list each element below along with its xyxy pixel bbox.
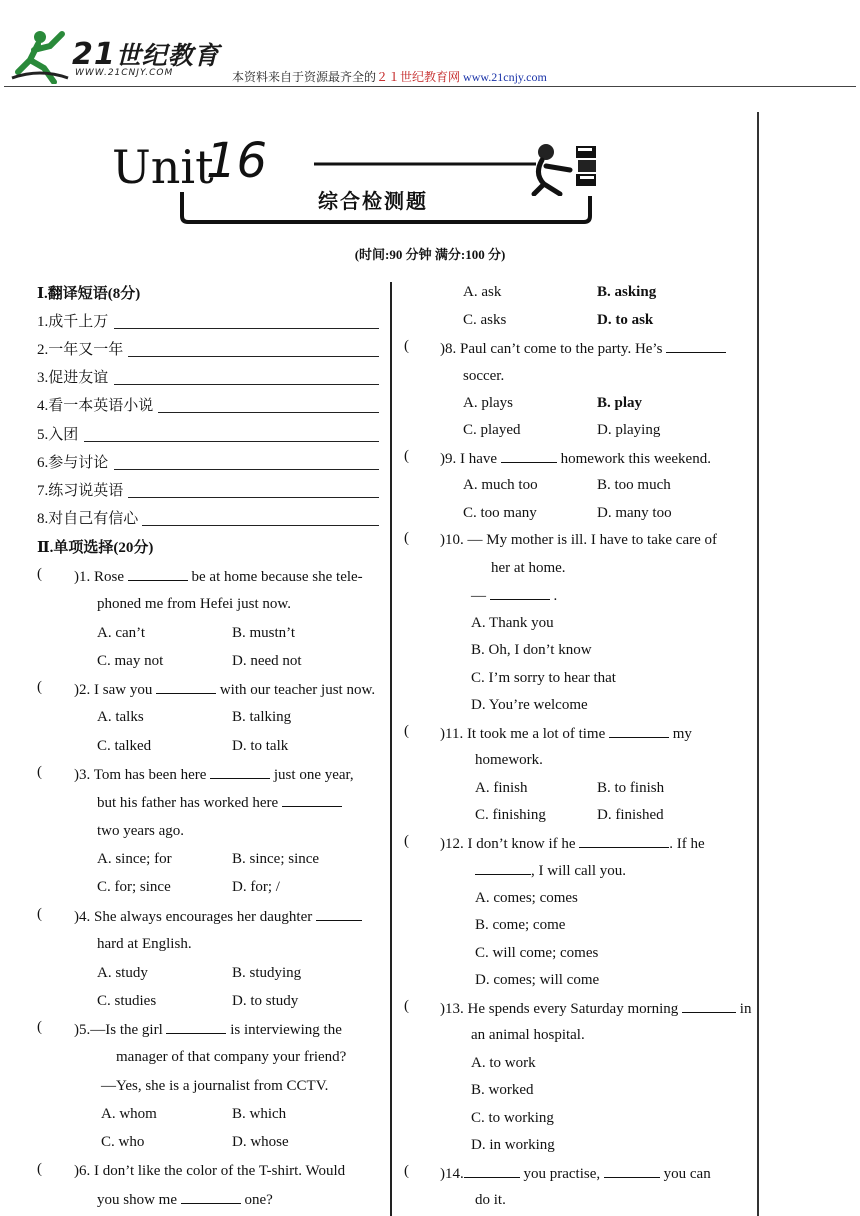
phrase-item: 8.对自己有信心: [37, 511, 139, 527]
option-b[interactable]: B. which: [232, 1106, 287, 1122]
question-5: )5.—Is the girl is interviewing the: [74, 1019, 342, 1040]
option-d[interactable]: D. finished: [597, 807, 664, 823]
answer-paren[interactable]: (: [37, 679, 42, 695]
option-d[interactable]: D. to study: [232, 993, 299, 1009]
question-12: )12. I don’t know if he . If he: [440, 833, 705, 854]
question-10-cont: her at home.: [491, 560, 566, 576]
answer-line[interactable]: [84, 441, 379, 442]
header-rule: [4, 86, 856, 87]
option-b[interactable]: B. Oh, I don’t know: [471, 642, 592, 658]
question-13-cont: an animal hospital.: [471, 1027, 585, 1043]
question-2: )2. I saw you with our teacher just now.: [74, 679, 375, 700]
logo-brand-number: 21: [72, 37, 116, 72]
question-6: )6. I don’t like the color of the T-shirt. Would: [74, 1163, 346, 1179]
option-a[interactable]: A. finish: [475, 780, 528, 796]
question-9: )9. I have homework this weekend.: [440, 448, 711, 469]
question-11: )11. It took me a lot of time my: [440, 723, 692, 744]
option-b[interactable]: B. asking: [597, 284, 657, 300]
banner-figure-icon: [520, 140, 606, 201]
phrase-item: 5.入团: [37, 427, 79, 443]
option-b[interactable]: B. play: [597, 395, 643, 411]
option-d[interactable]: D. many too: [597, 505, 672, 521]
option-a[interactable]: A. talks: [97, 709, 144, 725]
question-1: )1. Rose be at home because she tele-: [74, 566, 363, 587]
header-note-brand[interactable]: ２１世纪教育网: [376, 70, 461, 84]
option-b[interactable]: B. to finish: [597, 780, 665, 796]
logo-url: WWW.21CNJY.COM: [75, 68, 174, 78]
option-d[interactable]: D. You’re welcome: [471, 697, 588, 713]
answer-paren[interactable]: (: [404, 998, 409, 1014]
answer-paren[interactable]: (: [37, 764, 42, 780]
section1-heading: Ⅰ.翻译短语(8分): [37, 286, 141, 302]
question-3-cont: but his father has worked here: [97, 792, 342, 813]
option-c[interactable]: C. who: [101, 1134, 145, 1150]
option-d[interactable]: D. need not: [232, 653, 302, 669]
option-c[interactable]: C. studies: [97, 993, 157, 1009]
page-title: 综合检测题: [318, 189, 428, 213]
option-c[interactable]: C. for; since: [97, 879, 171, 895]
option-d[interactable]: D. to talk: [232, 738, 289, 754]
option-c[interactable]: C. may not: [97, 653, 164, 669]
option-c[interactable]: C. played: [463, 422, 521, 438]
unit-number: 16: [206, 133, 268, 189]
option-d[interactable]: D. to ask: [597, 312, 654, 328]
header-note-prefix: 本资料来自于资源最齐全的: [232, 70, 377, 84]
option-b[interactable]: B. come; come: [475, 917, 566, 933]
question-5-reply: —Yes, she is a journalist from CCTV.: [101, 1078, 329, 1094]
answer-paren[interactable]: (: [404, 833, 409, 849]
option-c[interactable]: C. too many: [463, 505, 537, 521]
option-c[interactable]: C. to working: [471, 1110, 554, 1126]
option-a[interactable]: A. ask: [463, 284, 502, 300]
phrase-item: 6.参与讨论: [37, 455, 109, 471]
option-b[interactable]: B. since; since: [232, 851, 320, 867]
column-divider: [390, 282, 392, 1216]
option-a[interactable]: A. whom: [101, 1106, 157, 1122]
header-note: [232, 68, 547, 85]
answer-paren[interactable]: (: [404, 338, 409, 354]
unit-word: Unit: [112, 140, 214, 194]
question-8: )8. Paul can’t come to the party. He’s: [440, 338, 726, 359]
option-c[interactable]: C. talked: [97, 738, 152, 754]
option-b[interactable]: B. studying: [232, 965, 302, 981]
phrase-item: 1.成千上万: [37, 314, 109, 330]
question-5-cont: manager of that company your friend?: [116, 1049, 347, 1065]
option-c[interactable]: C. asks: [463, 312, 507, 328]
section2-heading: Ⅱ.单项选择(20分): [37, 540, 154, 556]
answer-paren[interactable]: (: [404, 530, 409, 546]
option-b[interactable]: B. too much: [597, 477, 671, 493]
logo-brand: [72, 36, 220, 72]
option-a[interactable]: A. can’t: [97, 625, 146, 641]
option-c[interactable]: C. I’m sorry to hear that: [471, 670, 616, 686]
question-8-cont: soccer.: [463, 368, 505, 384]
option-d[interactable]: D. in working: [471, 1137, 555, 1153]
option-d[interactable]: D. for; /: [232, 879, 280, 895]
answer-paren[interactable]: (: [37, 906, 42, 922]
question-4-cont: hard at English.: [97, 936, 192, 952]
time-score-line: (时间:90 分钟 满分:100 分): [354, 247, 506, 262]
phrase-item: 7.练习说英语: [37, 483, 124, 499]
option-d[interactable]: D. playing: [597, 422, 661, 438]
logo-figure-icon: [10, 28, 72, 89]
question-3-cont: two years ago.: [97, 823, 185, 839]
answer-line[interactable]: [142, 525, 379, 526]
answer-paren[interactable]: (: [37, 1161, 42, 1177]
answer-paren[interactable]: (: [37, 566, 42, 582]
option-a[interactable]: A. plays: [463, 395, 513, 411]
answer-line[interactable]: [114, 384, 379, 385]
question-13: )13. He spends every Saturday morning in: [440, 998, 751, 1019]
option-b[interactable]: B. mustn’t: [232, 625, 296, 641]
question-14: )14. you practise, you can: [440, 1163, 711, 1184]
phrase-item: 3.促进友谊: [37, 370, 109, 386]
answer-paren[interactable]: (: [404, 1163, 409, 1179]
logo-brand-text: 世纪教育: [115, 41, 220, 70]
option-d[interactable]: D. comes; will come: [475, 972, 600, 988]
option-d[interactable]: D. whose: [232, 1134, 289, 1150]
option-b[interactable]: B. worked: [471, 1082, 534, 1098]
option-a[interactable]: A. study: [97, 965, 148, 981]
question-14-cont: do it.: [475, 1192, 506, 1208]
question-1-cont: phoned me from Hefei just now.: [97, 596, 291, 612]
answer-paren[interactable]: (: [404, 723, 409, 739]
option-c[interactable]: C. finishing: [475, 807, 546, 823]
option-a[interactable]: A. comes; comes: [475, 890, 578, 906]
question-3: )3. Tom has been here just one year,: [74, 764, 354, 785]
answer-line[interactable]: [114, 328, 379, 329]
header-note-url[interactable]: www.21cnjy.com: [463, 70, 547, 84]
answer-line[interactable]: [158, 412, 379, 413]
answer-line[interactable]: [128, 497, 379, 498]
question-11-cont: homework.: [475, 752, 543, 768]
option-a[interactable]: A. to work: [471, 1055, 536, 1071]
question-4: )4. She always encourages her daughter: [74, 906, 362, 927]
right-edge-rule: [757, 112, 759, 1216]
option-c[interactable]: C. will come; comes: [475, 945, 599, 961]
question-12-cont: , I will call you.: [475, 860, 626, 881]
answer-line[interactable]: [128, 356, 379, 357]
answer-line[interactable]: [114, 469, 379, 470]
option-b[interactable]: B. talking: [232, 709, 292, 725]
phrase-item: 4.看一本英语小说: [37, 398, 154, 414]
phrase-item: 2.一年又一年: [37, 342, 124, 358]
option-a[interactable]: A. since; for: [97, 851, 172, 867]
question-10-reply: — .: [471, 585, 557, 606]
answer-paren[interactable]: (: [404, 448, 409, 464]
option-a[interactable]: A. Thank you: [471, 615, 554, 631]
answer-paren[interactable]: (: [37, 1019, 42, 1035]
question-6-cont: you show me one?: [97, 1189, 273, 1210]
question-10: )10. — My mother is ill. I have to take care of: [440, 532, 718, 548]
option-a[interactable]: A. much too: [463, 477, 538, 493]
